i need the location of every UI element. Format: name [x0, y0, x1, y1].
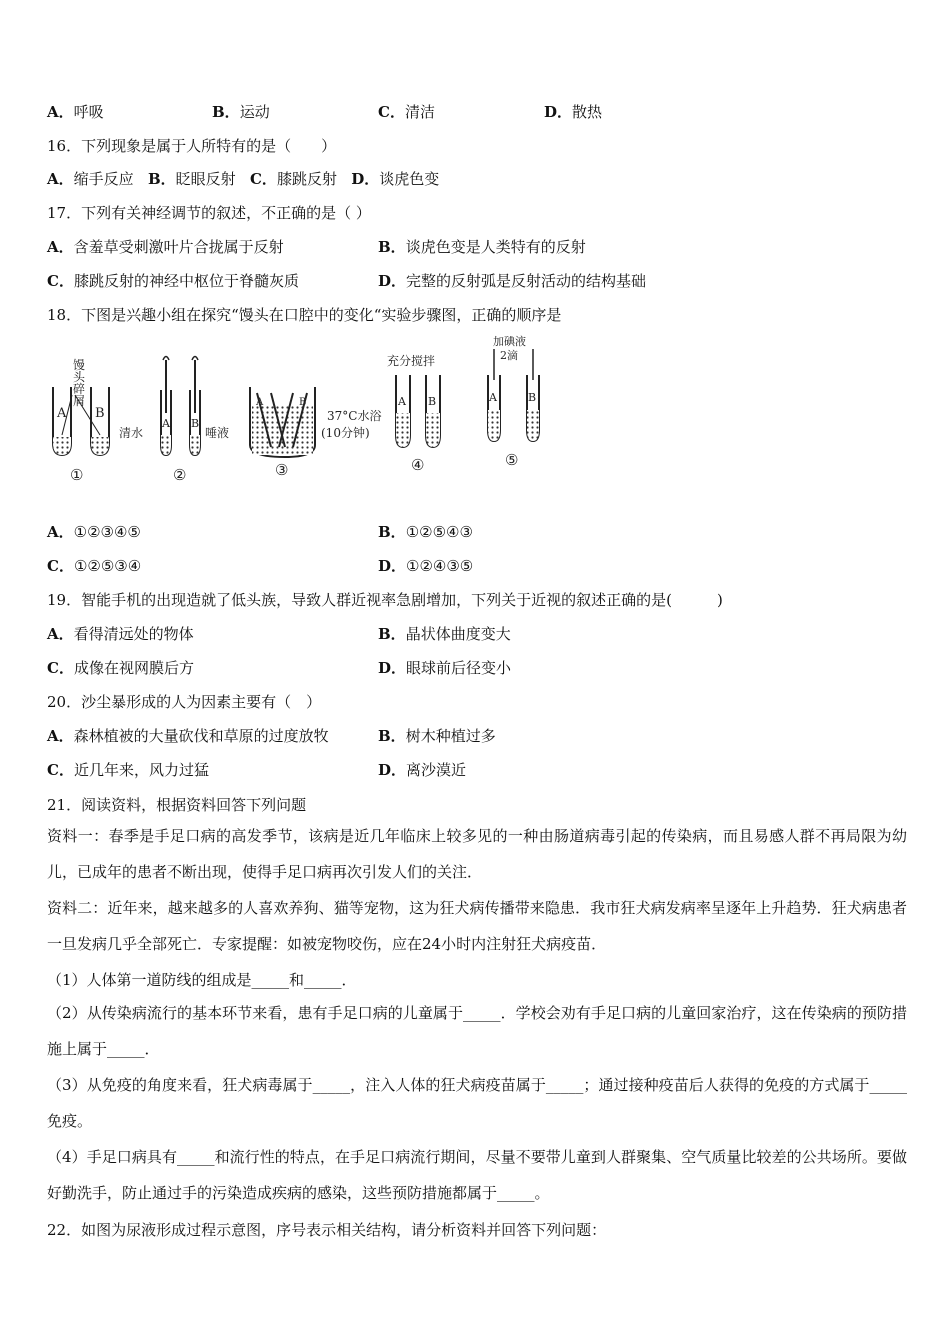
- q15-option-c: C．清洁: [378, 103, 435, 121]
- step3-water-bath: [250, 387, 381, 479]
- q18-option-c: C．①②⑤③④: [47, 557, 142, 575]
- iodine-label: 加碘液: [493, 335, 526, 348]
- q18-stem: 18．下图是兴趣小组在探究“馒头在口腔中的变化“实验步骤图，正确的顺序是: [47, 306, 562, 324]
- step2-tube-a-label: A: [162, 417, 170, 430]
- q21-stem: 21．阅读资料，根据资料回答下列问题: [47, 796, 307, 814]
- crumbs-label-2: 头: [73, 370, 86, 384]
- q20-option-b: B．树木种植过多: [378, 727, 496, 745]
- step2-tubes: [119, 357, 229, 485]
- tube-b-label: B: [95, 406, 105, 421]
- q16-stem: 16．下列现象是属于人所特有的是（ ）: [47, 137, 337, 155]
- experiment-figure: [45, 335, 565, 485]
- q18-option-a: A．①②③④⑤: [47, 523, 141, 541]
- water-label: 清水: [119, 426, 144, 440]
- step5-number: ⑤: [505, 451, 519, 469]
- q22-stem: 22．如图为尿液形成过程示意图，序号表示相关结构，请分析资料并回答下列问题：: [47, 1221, 607, 1239]
- step4-tubes: [387, 353, 440, 474]
- q20-option-c: C．近几年来，风力过猛: [47, 761, 209, 779]
- step3-tube-b-label: B: [299, 397, 307, 408]
- step1-number: ①: [70, 466, 84, 484]
- step3-number: ③: [275, 461, 289, 479]
- q19-option-a: A．看得清远处的物体: [47, 625, 194, 643]
- q21-sub-4: （4）手足口病具有_____和流行性的特点，在手足口病流行期间，尽量不要带儿童到人群聚集、空气质量比较差的公共场所。要做好勤洗手，防止通过手的污染造成疾病的感染，这些预防措施都属于_____。: [47, 1148, 907, 1202]
- q15-option-d: D．散热: [544, 103, 603, 121]
- q21-sub-3: （3）从免疫的角度来看，狂犬病毒属于_____，注入人体的狂犬病疫苗属于_____；通过接种疫苗后人获得的免疫的方式属于_____免疫。: [47, 1076, 907, 1130]
- bath-label: 37°C水浴: [327, 409, 382, 423]
- q21-sub-2: （2）从传染病流行的基本环节来看，患有手足口病的儿童属于_____．学校会劝有手足口病的儿童回家治疗，这在传染病的预防措施上属于_____．: [47, 1004, 907, 1058]
- step4-number: ④: [411, 456, 425, 474]
- q20-option-a: A．森林植被的大量砍伐和草原的过度放牧: [47, 727, 329, 745]
- q19-option-d: D．眼球前后径变小: [378, 659, 512, 677]
- saliva-label: 唾液: [205, 426, 230, 440]
- iodine-drops: 2滴: [500, 349, 518, 362]
- q17-option-d: D．完整的反射弧是反射活动的结构基础: [378, 272, 647, 290]
- q17-option-c: C．膝跳反射的神经中枢位于脊髓灰质: [47, 272, 299, 290]
- step5-tube-a-label: A: [489, 391, 497, 404]
- q21-sub-1: （1）人体第一道防线的组成是_____和_____．: [47, 971, 357, 989]
- q18-option-b: B．①②⑤④③: [378, 523, 473, 541]
- step5-tubes: [488, 335, 539, 469]
- crumbs-label-4: 屑: [73, 394, 86, 408]
- q20-stem: 20．沙尘暴形成的人为因素主要有（ ）: [47, 693, 322, 711]
- step2-number: ②: [173, 466, 187, 484]
- step4-tube-b-label: B: [428, 395, 437, 408]
- q19-option-c: C．成像在视网膜后方: [47, 659, 194, 677]
- stir-label: 充分搅拌: [387, 354, 436, 368]
- q18-option-d: D．①②④③⑤: [378, 557, 474, 575]
- q17-option-b: B．谈虎色变是人类特有的反射: [378, 238, 586, 256]
- bath-time: (10分钟): [321, 426, 370, 440]
- q17-stem: 17．下列有关神经调节的叙述，不正确的是（ ）: [47, 204, 371, 222]
- step4-tube-a-label: A: [398, 395, 406, 408]
- step5-tube-b-label: B: [528, 391, 537, 404]
- step3-tube-a-label: A: [256, 397, 264, 408]
- q19-stem: 19．智能手机的出现造就了低头族，导致人群近视率急剧增加，下列关于近视的叙述正确的是( ): [47, 591, 723, 609]
- q21-material-2: 资料二：近年来，越来越多的人喜欢养狗、猫等宠物，这为狂犬病传播带来隐患．我市狂犬病发病率呈逐年上升趋势．狂犬病患者一旦发病几乎全部死亡．专家提醒：如被宠物咬伤，应在24小时内注射狂犬病疫苗．: [47, 899, 907, 953]
- crumbs-label-3: 碎: [73, 382, 86, 396]
- q19-option-b: B．晶状体曲度变大: [378, 625, 511, 643]
- step2-tube-b-label: B: [191, 417, 200, 430]
- q17-option-a: A．含羞草受刺激叶片合拢属于反射: [47, 238, 284, 256]
- q20-option-d: D．离沙漠近: [378, 761, 467, 779]
- q15-option-a: A．呼吸: [47, 103, 104, 121]
- q15-option-b: B．运动: [212, 103, 270, 121]
- q16-options: A．缩手反应 B．眨眼反射 C．膝跳反射 D．谈虎色变: [47, 170, 440, 188]
- step1-tubes: [53, 357, 109, 484]
- crumbs-label-1: 馒: [73, 358, 86, 372]
- tube-a-label: A: [57, 406, 67, 421]
- q21-material-1: 资料一：春季是手足口病的高发季节，该病是近几年临床上较多见的一种由肠道病毒引起的传染病，而且易感人群不再局限为幼儿，已成年的患者不断出现，使得手足口病再次引发人们的关注．: [47, 827, 907, 881]
